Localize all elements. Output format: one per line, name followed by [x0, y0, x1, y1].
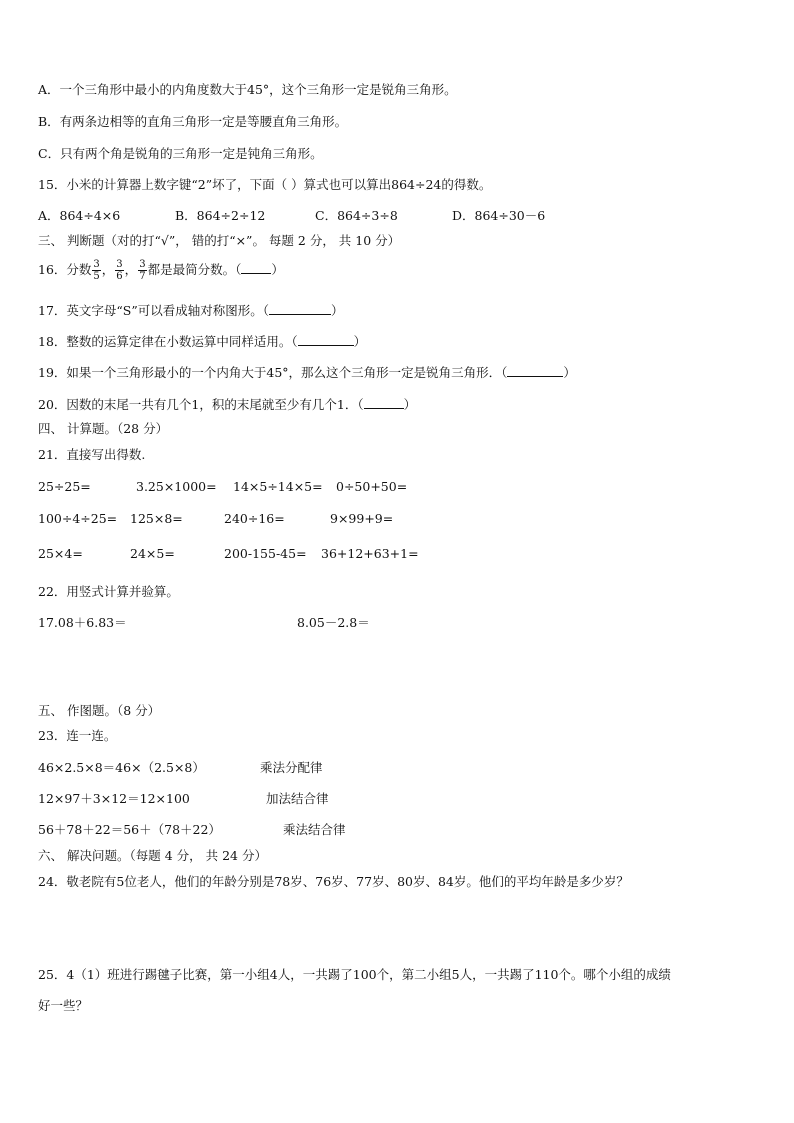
- fraction-3-6: $\frac{3}{6}$: [116, 259, 123, 282]
- option-15-b: B．864÷2÷12: [175, 208, 266, 223]
- calc-item: 100÷4÷25=: [38, 511, 118, 526]
- section-6-title: 六、 解决问题。（每题 4 分， 共 24 分）: [38, 848, 267, 863]
- question-18: 18．整数的运算定律在小数运算中同样适用。（ ）: [38, 334, 367, 349]
- match-right-item[interactable]: 乘法结合律: [283, 822, 346, 837]
- match-left-item[interactable]: 12×97＋3×12＝12×100: [38, 791, 190, 806]
- match-left-item[interactable]: 56＋78＋22＝56＋（78＋22）: [38, 822, 221, 837]
- answer-blank-19[interactable]: [507, 364, 563, 377]
- answer-blank-17[interactable]: [269, 302, 331, 315]
- fraction-3-7: $\frac{3}{7}$: [139, 259, 146, 282]
- calc-item: 0÷50+50=: [336, 479, 408, 494]
- section-5-title: 五、 作图题。（8 分）: [38, 703, 161, 718]
- answer-blank-16[interactable]: [241, 261, 271, 274]
- section-3-title: 三、 判断题（对的打“√”， 错的打“×”。 每题 2 分， 共 10 分）: [38, 233, 401, 248]
- calc-item: 14×5÷14×5=: [233, 479, 323, 494]
- option-15-d: D．864÷30－6: [452, 208, 546, 223]
- fraction-3-5: $\frac{3}{5}$: [93, 259, 100, 282]
- option-14-b: B．有两条边相等的直角三角形一定是等腰直角三角形。: [38, 114, 348, 129]
- option-14-a: A．一个三角形中最小的内角度数大于45°，这个三角形一定是锐角三角形。: [38, 82, 457, 97]
- question-24: 24．敬老院有5位老人，他们的年龄分别是78岁、76岁、77岁、80岁、84岁。他们的平均年龄是多少岁？: [38, 874, 629, 889]
- question-16-prefix: 16．分数: [38, 262, 92, 277]
- answer-blank-20[interactable]: [364, 396, 404, 409]
- calc-item: 125×8=: [130, 511, 183, 526]
- calc-item: 24×5=: [130, 546, 175, 561]
- vertical-calc-item: 8.05－2.8＝: [297, 615, 370, 630]
- question-15: 15．小米的计算器上数字键“2”坏了，下面（ ）算式也可以算出864÷24的得数。: [38, 177, 492, 192]
- calc-item: 240÷16=: [224, 511, 285, 526]
- question-22-title: 22．用竖式计算并验算。: [38, 584, 179, 599]
- question-25-line-2: 好一些？: [38, 998, 89, 1013]
- question-23-title: 23．连一连。: [38, 728, 117, 743]
- match-right-item[interactable]: 加法结合律: [266, 791, 329, 806]
- question-25-line-1: 25．4（1）班进行踢毽子比赛，第一小组4人，一共踢了100个，第二小组5人，一共踢了110个。哪个小组的成绩: [38, 967, 671, 982]
- calc-item: 200-155-45=: [224, 546, 307, 561]
- option-14-c: C．只有两个角是锐角的三角形一定是钝角三角形。: [38, 146, 323, 161]
- option-15-a: A．864÷4×6: [38, 208, 121, 223]
- calc-item: 9×99+9=: [330, 511, 394, 526]
- calc-item: 25×4=: [38, 546, 83, 561]
- section-4-title: 四、 计算题。（28 分）: [38, 421, 169, 436]
- option-15-c: C．864÷3÷8: [315, 208, 398, 223]
- vertical-calc-item: 17.08＋6.83＝: [38, 615, 127, 630]
- calc-item: 3.25×1000=: [136, 479, 217, 494]
- question-16: 16．分数 $\frac{3}{5}$ ， $\frac{3}{6}$ ， $\frac{3}{7}$ 都是最简分数。（ ）: [38, 259, 284, 282]
- question-19: 19．如果一个三角形最小的一个内角大于45°，那么这个三角形一定是锐角三角形．（ ）: [38, 365, 576, 380]
- question-17: 17．英文字母“S”可以看成轴对称图形。（ ）: [38, 303, 344, 318]
- question-16-suffix: 都是最简分数。（: [147, 262, 242, 277]
- question-20: 20．因数的末尾一共有几个1，积的末尾就至少有几个1．（ ）: [38, 397, 417, 412]
- match-left-item[interactable]: 46×2.5×8＝46×（2.5×8）: [38, 760, 205, 775]
- match-right-item[interactable]: 乘法分配律: [260, 760, 323, 775]
- calc-item: 25÷25=: [38, 479, 91, 494]
- calc-item: 36+12+63+1=: [321, 546, 419, 561]
- question-21-title: 21．直接写出得数.: [38, 447, 146, 462]
- answer-blank-18[interactable]: [298, 333, 354, 346]
